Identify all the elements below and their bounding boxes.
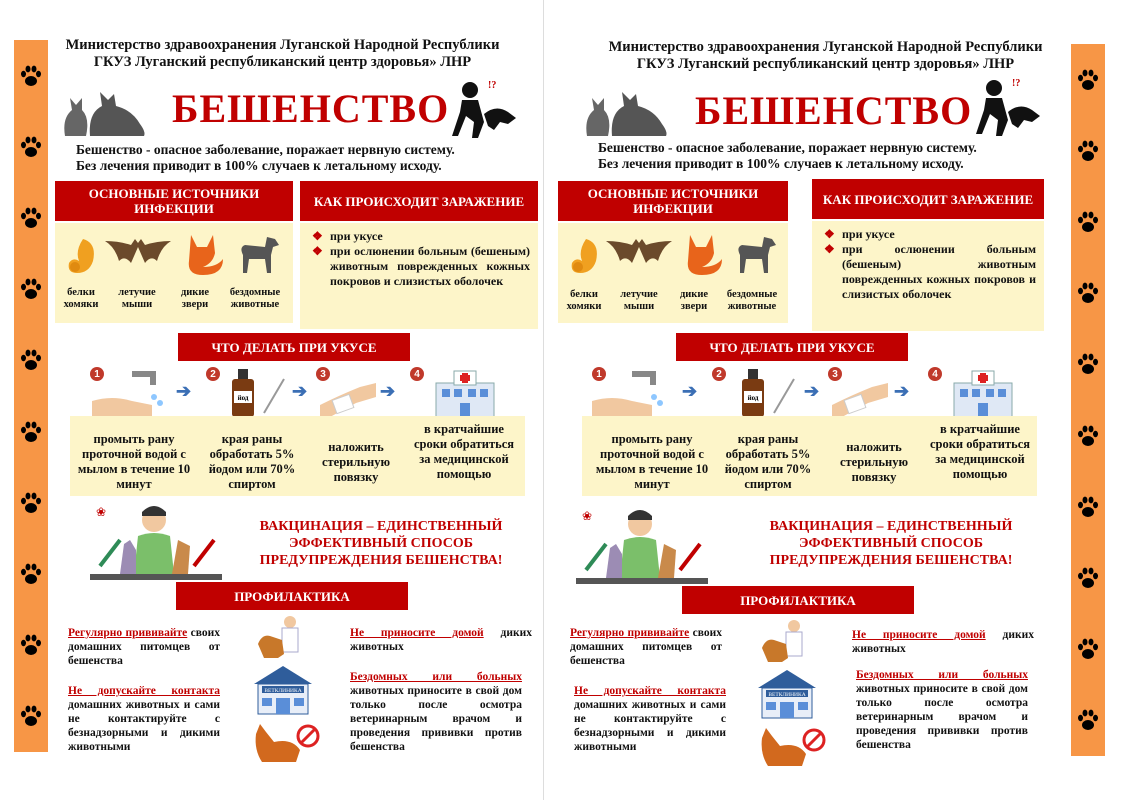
paw-print-icon	[1077, 637, 1099, 661]
paw-print-icon	[20, 64, 42, 88]
intro-line-2: Без лечения приводит в 100% случаев к летальному исходу.	[76, 158, 442, 173]
arrow-icon: ➔	[380, 381, 396, 401]
step-number: 2	[712, 367, 726, 381]
leaflet-page-right	[540, 0, 1131, 800]
main-title: БЕШЕНСТВО	[695, 88, 973, 133]
dog-icon	[734, 233, 778, 275]
paw-print-icon	[1077, 281, 1099, 305]
intro-text	[598, 140, 1058, 172]
infection-heading: КАК ПРОИСХОДИТ ЗАРАЖЕНИЕ	[812, 179, 1044, 219]
iodine-bottle-icon	[740, 369, 800, 419]
paw-print-icon	[1077, 139, 1099, 163]
bite-step-text: наложить стерильную повязку	[839, 440, 909, 484]
arrow-icon: ➔	[894, 381, 910, 401]
sources-heading: ОСНОВНЫЕ ИСТОЧНИКИ ИНФЕКЦИИ	[55, 181, 293, 221]
bite-steps-icons	[582, 363, 1037, 423]
dog-bite-icon	[972, 76, 1042, 143]
bite-step-text: наложить стерильную повязку	[321, 440, 391, 484]
cats-dog-icon	[582, 88, 672, 143]
step-number: 4	[928, 367, 942, 381]
intro-text	[76, 142, 536, 174]
vet-clinic-icon	[252, 664, 314, 716]
svg-text:!?: !?	[488, 80, 497, 91]
step-number: 1	[592, 367, 606, 381]
infection-item: ❖ при ослюнении больным (бешеным) животным поврежденных кожных покровов и слизистых оболочек	[824, 242, 1036, 301]
paw-print-icon	[1077, 424, 1099, 448]
bat-icon	[105, 237, 171, 271]
dog-icon	[237, 233, 281, 275]
paw-strip-right	[1071, 44, 1105, 756]
prevention-block: Не допускайте контакта домашних животных и сами не контактируйте с безнадзорными и дикими животными	[68, 685, 220, 753]
bite-steps-icons	[70, 363, 525, 423]
bandaged-arm-icon	[320, 373, 376, 417]
sources-panel	[558, 223, 788, 323]
bite-step-text: промыть рану проточной водой с мылом в течение 10 минут	[77, 432, 191, 491]
header	[598, 39, 1053, 73]
leaflet-page-left	[0, 0, 555, 800]
paw-print-icon	[20, 491, 42, 515]
prevention-heading: ПРОФИЛАКТИКА	[682, 586, 914, 614]
paw-print-icon	[1077, 68, 1099, 92]
bandaged-arm-icon	[832, 373, 888, 417]
sources-heading: ОСНОВНЫЕ ИСТОЧНИКИ ИНФЕКЦИИ	[558, 181, 788, 221]
svg-text:!?: !?	[1012, 78, 1021, 89]
bat-icon	[606, 237, 672, 271]
hospital-icon	[950, 369, 1016, 419]
infection-list	[300, 223, 538, 329]
bite-heading: ЧТО ДЕЛАТЬ ПРИ УКУСЕ	[178, 333, 410, 361]
intro-line-1: Бешенство - опасное заболевание, поражает нервную систему.	[76, 142, 455, 157]
bite-step-text: в кратчайшие сроки обратиться за медицинской помощью	[929, 422, 1031, 481]
ministry-name: Министерство здравоохранения Луганской Народной Республики	[608, 39, 1043, 55]
vet-examining-dog-icon	[760, 618, 810, 664]
svg-text:йод: йод	[747, 394, 759, 402]
paw-print-icon	[1077, 566, 1099, 590]
paw-print-icon	[1077, 352, 1099, 376]
svg-text:❀: ❀	[96, 505, 107, 519]
bite-steps-panel	[70, 416, 525, 496]
paw-print-icon	[1077, 495, 1099, 519]
paw-print-icon	[20, 206, 42, 230]
svg-text:❀: ❀	[582, 509, 593, 523]
prevention-heading: ПРОФИЛАКТИКА	[176, 582, 408, 610]
fox-no-contact-icon	[758, 724, 828, 768]
center-name: ГКУЗ Луганский республиканский центр здоровья» ЛНР	[93, 54, 472, 70]
intro-line-2: Без лечения приводит в 100% случаев к летальному исходу.	[598, 156, 964, 171]
paw-print-icon	[20, 135, 42, 159]
step-number: 2	[206, 367, 220, 381]
infection-item: ❖ при укусе	[312, 229, 383, 243]
arrow-icon: ➔	[804, 381, 820, 401]
source-label: белки хомяки	[63, 287, 99, 310]
infection-heading: КАК ПРОИСХОДИТ ЗАРАЖЕНИЕ	[300, 181, 538, 221]
intro-line-1: Бешенство - опасное заболевание, поражает нервную систему.	[598, 140, 977, 155]
source-label: дикие звери	[679, 289, 709, 312]
source-label: бездомные животные	[726, 289, 778, 312]
paw-print-icon	[1077, 708, 1099, 732]
step-number: 1	[90, 367, 104, 381]
svg-text:ВЕТКЛИНИКА: ВЕТКЛИНИКА	[264, 688, 302, 694]
infection-item: ❖ при ослюнении больным (бешеным) животным поврежденных кожных покровов и слизистых оболочек	[312, 244, 530, 288]
bite-heading: ЧТО ДЕЛАТЬ ПРИ УКУСЕ	[676, 333, 908, 361]
hospital-icon	[432, 369, 498, 419]
arrow-icon: ➔	[176, 381, 192, 401]
fox-icon	[183, 231, 225, 277]
prevention-block: Не допускайте контакта домашних животных и сами не контактируйте с безнадзорными и дикими животными	[574, 685, 726, 753]
fox-no-contact-icon	[252, 720, 322, 764]
squirrel-icon	[63, 233, 97, 277]
paw-strip-left	[14, 40, 48, 752]
prevention-block: Бездомных или больных животных приносите в свой дом только после осмотра ветеринарным врачом и проведения прививки против бешенства	[350, 671, 522, 753]
sources-panel	[55, 223, 293, 323]
source-label: белки хомяки	[566, 289, 602, 312]
source-label: бездомные животные	[229, 287, 281, 310]
source-label: дикие звери	[180, 287, 210, 310]
main-title: БЕШЕНСТВО	[172, 86, 450, 131]
vet-clinic-icon	[756, 668, 818, 720]
vet-with-pets-icon	[90, 500, 222, 580]
prevention-block: Бездомных или больных животных приносите в свой дом только после осмотра ветеринарным врачом и проведения прививки против бешенства	[856, 669, 1028, 751]
bite-step-text: края раны обработать 5% йодом или 70% спиртом	[208, 432, 296, 491]
step-number: 4	[410, 367, 424, 381]
paw-print-icon	[20, 420, 42, 444]
bite-step-text: промыть рану проточной водой с мылом в течение 10 минут	[595, 432, 709, 491]
bite-steps-panel	[582, 416, 1037, 496]
hand-washing-icon	[592, 371, 668, 421]
prevention-block: Регулярно прививайте своих домашних питомцев от бешенства	[68, 627, 220, 667]
prevention-block: Не приносите домой диких животных	[350, 627, 532, 653]
infection-list	[812, 221, 1044, 331]
paw-print-icon	[20, 562, 42, 586]
step-number: 3	[828, 367, 842, 381]
paw-print-icon	[20, 348, 42, 372]
paw-print-icon	[1077, 210, 1099, 234]
dog-bite-icon	[448, 78, 518, 145]
cats-dog-icon	[60, 88, 150, 143]
vaccination-message: ВАКЦИНАЦИЯ – ЕДИНСТВЕННЫЙ ЭФФЕКТИВНЫЙ СПОСОБ ПРЕДУПРЕЖДЕНИЯ БЕШЕНСТВА!	[259, 519, 503, 568]
paw-print-icon	[20, 633, 42, 657]
hand-washing-icon	[92, 371, 168, 421]
svg-text:ВЕТКЛИНИКА: ВЕТКЛИНИКА	[768, 692, 806, 698]
paw-print-icon	[20, 277, 42, 301]
bite-step-text: в кратчайшие сроки обратиться за медицинской помощью	[413, 422, 515, 481]
source-label: летучие мыши	[118, 287, 156, 310]
svg-text:йод: йод	[237, 394, 249, 402]
arrow-icon: ➔	[682, 381, 698, 401]
step-number: 3	[316, 367, 330, 381]
bite-step-text: края раны обработать 5% йодом или 70% спиртом	[724, 432, 812, 491]
vet-examining-dog-icon	[256, 614, 306, 660]
prevention-block: Не приносите домой диких животных	[852, 629, 1034, 655]
iodine-bottle-icon	[230, 369, 290, 419]
source-label: летучие мыши	[620, 289, 658, 312]
fox-icon	[682, 231, 724, 277]
header	[55, 37, 510, 71]
paw-print-icon	[20, 704, 42, 728]
vet-with-pets-icon	[574, 504, 710, 584]
squirrel-icon	[566, 233, 600, 277]
center-name: ГКУЗ Луганский республиканский центр здоровья» ЛНР	[636, 56, 1015, 72]
arrow-icon: ➔	[292, 381, 308, 401]
prevention-block: Регулярно прививайте своих домашних питомцев от бешенства	[570, 627, 722, 667]
vaccination-message: ВАКЦИНАЦИЯ – ЕДИНСТВЕННЫЙ ЭФФЕКТИВНЫЙ СПОСОБ ПРЕДУПРЕЖДЕНИЯ БЕШЕНСТВА!	[769, 519, 1013, 568]
ministry-name: Министерство здравоохранения Луганской Народной Республики	[65, 37, 500, 53]
infection-item: ❖ при укусе	[824, 227, 895, 241]
